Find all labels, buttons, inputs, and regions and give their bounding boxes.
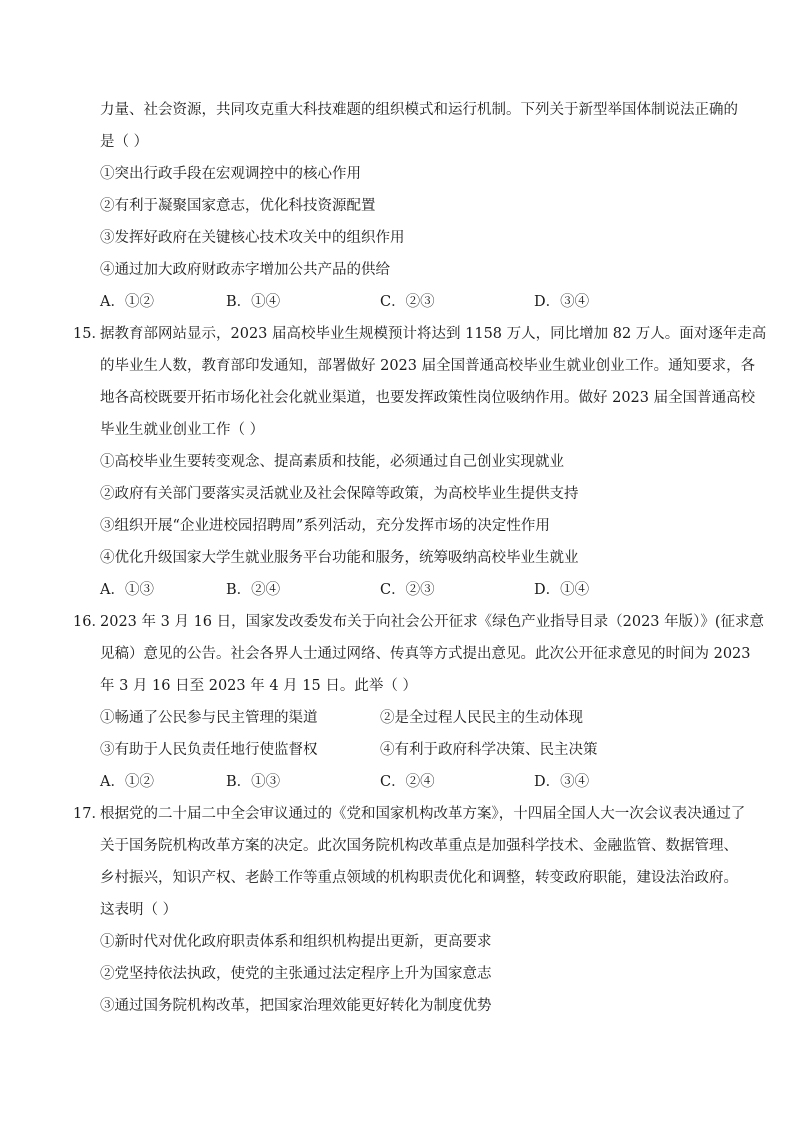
q16-option-d[interactable]: D．③④ (534, 774, 590, 790)
q16-statement-1: ①畅通了公民参与民主管理的渠道 (100, 710, 318, 726)
q17-stem-line-3: 乡村振兴，知识产权、老龄工作等重点领域的机构职责优化和调整，转变政府职能，建设法治政府。 (100, 870, 738, 886)
q16-option-a[interactable]: A．①② (100, 774, 154, 790)
q16-statement-4: ④有利于政府科学决策、民主决策 (380, 742, 598, 758)
q15-stem-line-1: 据教育部网站显示，2023 届高校毕业生规模预计将达到 1158 万人，同比增加 82 万人。面对逐年走高 (100, 326, 767, 342)
q15-stem-line-2: 的毕业生人数，教育部印发通知，部署做好 2023 届全国普通高校毕业生就业创业工作。通知要求，各 (100, 358, 756, 374)
q16-stem-line-1: 2023 年 3 月 16 日，国家发改委发布关于向社会公开征求《绿色产业指导目录（2023 年版）》(征求意 (100, 614, 765, 630)
q15-option-a[interactable]: A．①③ (100, 582, 154, 598)
q15-number: 15． (73, 326, 106, 342)
q14-statement-4: ④通过加大政府财政赤字增加公共产品的供给 (100, 262, 390, 278)
q16-statement-2: ②是全过程人民民主的生动体现 (380, 710, 583, 726)
q17-statement-1: ①新时代对优化政府职责体系和组织机构提出更新，更高要求 (100, 934, 492, 950)
q15-option-d[interactable]: D．①④ (534, 582, 590, 598)
q16-stem-line-3: 年 3 月 16 日至 2023 年 4 月 15 日。此举（ ） (100, 678, 417, 694)
q14-stem-line-1: 力量、社会资源，共同攻克重大科技难题的组织模式和运行机制。下列关于新型举国体制说法正确的 (100, 102, 738, 118)
q16-option-c[interactable]: C．②④ (380, 774, 435, 790)
q16-statement-3: ③有助于人民负责任地行使监督权 (100, 742, 318, 758)
q14-option-d[interactable]: D．③④ (534, 294, 590, 310)
q15-statement-3: ③组织开展“企业进校园招聘周”系列活动，充分发挥市场的决定性作用 (100, 518, 550, 534)
q17-statement-3: ③通过国务院机构改革，把国家治理效能更好转化为制度优势 (100, 998, 492, 1014)
q14-statement-3: ③发挥好政府在关键核心技术攻关中的组织作用 (100, 230, 405, 246)
q17-stem-line-1: 根据党的二十届二中全会审议通过的《党和国家机构改革方案》，十四届全国人大一次会议表决通过了 (100, 806, 746, 822)
q17-stem-line-4: 这表明（ ） (100, 902, 178, 918)
q15-option-b[interactable]: B．②④ (226, 582, 281, 598)
q14-option-c[interactable]: C．②③ (380, 294, 435, 310)
q14-stem-line-2: 是（ ） (100, 134, 149, 150)
q15-statement-1: ①高校毕业生要转变观念、提高素质和技能，必须通过自己创业实现就业 (100, 454, 564, 470)
q15-option-c[interactable]: C．②③ (380, 582, 435, 598)
q15-stem-line-4: 毕业生就业创业工作（ ） (100, 422, 265, 438)
q14-statement-2: ②有利于凝聚国家意志，优化科技资源配置 (100, 198, 376, 214)
q16-stem-line-2: 见稿）意见的公告。社会各界人士通过网络、传真等方式提出意见。此次公开征求意见的时间为 2023 (100, 646, 751, 662)
q15-stem-line-3: 地各高校既要开拓市场化社会化就业渠道，也要发挥政策性岗位吸纳作用。做好 2023 届全国普通高校 (100, 390, 756, 406)
q17-statement-2: ②党坚持依法执政，使党的主张通过法定程序上升为国家意志 (100, 966, 492, 982)
q17-stem-line-2: 关于国务院机构改革方案的决定。此次国务院机构改革重点是加强科学技术、金融监管、数据管理、 (100, 838, 738, 854)
q15-statement-2: ②政府有关部门要落实灵活就业及社会保障等政策，为高校毕业生提供支持 (100, 486, 579, 502)
q14-option-a[interactable]: A．①② (100, 294, 154, 310)
q16-number: 16． (73, 614, 106, 630)
q15-statement-4: ④优化升级国家大学生就业服务平台功能和服务，统筹吸纳高校毕业生就业 (100, 550, 579, 566)
q14-statement-1: ①突出行政手段在宏观调控中的核心作用 (100, 166, 361, 182)
q17-number: 17． (73, 806, 106, 822)
q16-option-b[interactable]: B．①③ (226, 774, 281, 790)
q14-option-b[interactable]: B．①④ (226, 294, 281, 310)
